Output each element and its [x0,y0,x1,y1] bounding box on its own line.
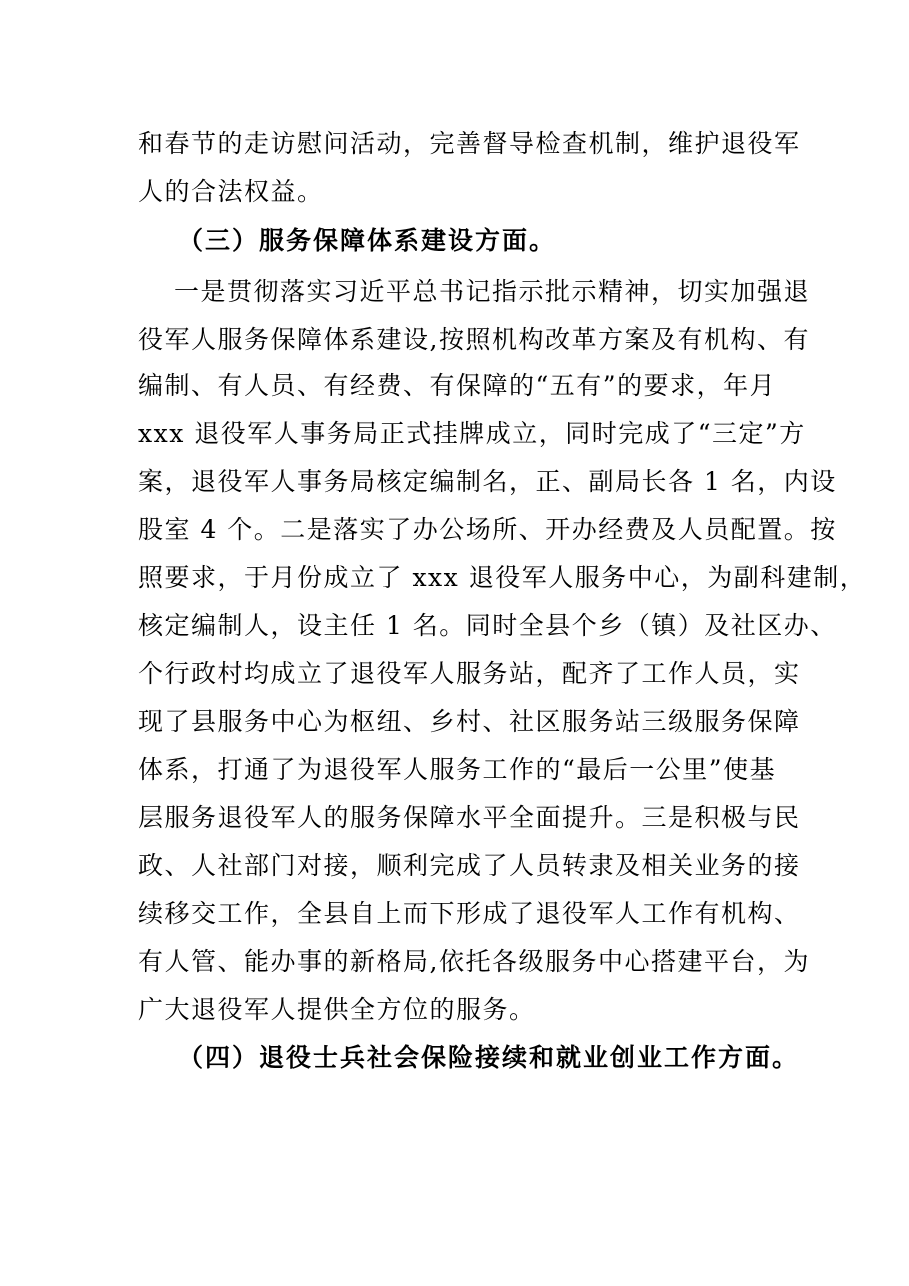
body-text-line: 个行政村均成立了退役军人服务站，配齐了工作人员，实 [138,659,801,688]
body-text-line: 有人管、能办事的新格局,依托各级服务中心搭建平台，为 [138,947,810,976]
body-text-line: 体系，打通了为退役军人服务工作的“最后一公里”使基 [138,755,777,784]
body-text-line: 政、人社部门对接，顺利完成了人员转隶及相关业务的接 [138,851,801,880]
body-text-line: 照要求，于月份成立了 xxx 退役军人服务中心，为副科建制， [138,563,867,592]
body-text-line: 层服务退役军人的服务保障水平全面提升。三是积极与民 [138,803,801,832]
body-text-line: 人的合法权益。 [138,177,324,206]
body-text-line: xxx 退役军人事务局正式挂牌成立，同时完成了“三定”方 [138,419,806,448]
body-text-line: 编制、有人员、有经费、有保障的“五有”的要求，年月 [138,371,777,400]
body-text-line: 股室 4 个。二是落实了办公场所、开办经费及人员配置。按 [138,515,837,544]
body-text-line: 核定编制人，设主任 1 名。同时全县个乡（镇）及社区办、 [138,611,837,640]
section-heading-3: （三）服务保障体系建设方面。 [178,226,557,255]
body-text-line: 续移交工作，全县自上而下形成了退役军人工作有机构、 [138,899,801,928]
body-text-line: 役军人服务保障体系建设,按照机构改革方案及有机构、有 [138,325,810,354]
body-text-line: 和春节的走访慰问活动，完善督导检查机制，维护退役军 [138,129,801,158]
body-text-line: 案，退役军人事务局核定编制名，正、副局长各 1 名，内设 [138,467,837,496]
section-heading-4: （四）退役士兵社会保险接续和就业创业工作方面。 [178,1043,800,1072]
body-text-line: 现了县服务中心为枢纽、乡村、社区服务站三级服务保障 [138,707,801,736]
body-text-line: 广大退役军人提供全方位的服务。 [138,995,536,1024]
body-text-line: 一是贯彻落实习近平总书记指示批示精神，切实加强退 [174,277,811,306]
